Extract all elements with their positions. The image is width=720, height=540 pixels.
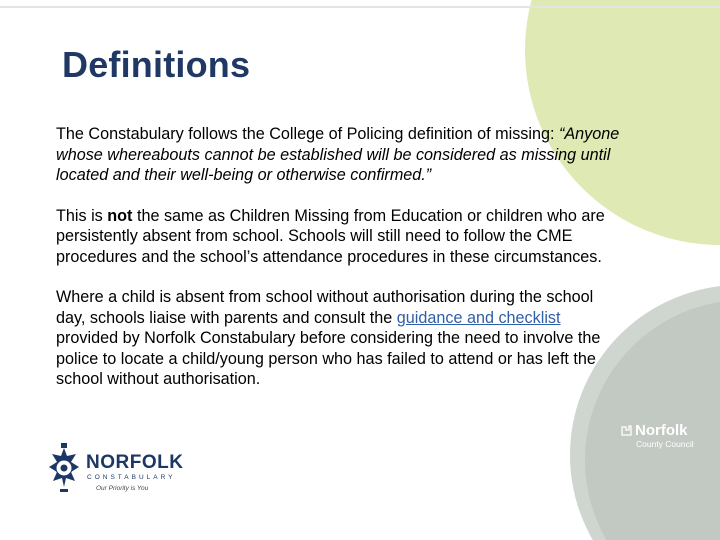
definition-quote: “Anyone whose whereabouts cannot be established will be considered as missing until located and their well-being or otherwise confirmed.” (56, 125, 620, 184)
top-divider (0, 6, 720, 8)
definition-lead: The Constabulary follows the College of Policing definition of missing: (56, 125, 555, 143)
procedure-paragraph (56, 287, 626, 390)
procedure-text-end: provided by Norfolk Constabulary before considering the need to involve the police to locate a child/young person who has failed to attend or has left the school without authorisation. (56, 329, 601, 388)
distinction-paragraph (56, 206, 626, 268)
constabulary-subtitle: CONSTABULARY (87, 474, 176, 481)
definition-paragraph (56, 124, 626, 186)
norfolk-county-council-logo (620, 420, 720, 452)
distinction-text-end: the same as Children Missing from Education or children who are persistently absent from school. Schools will still need to follow the CME procedures and the school’s attendance procedures in these circumstances. (56, 206, 605, 266)
slide-title: Definitions (62, 44, 251, 85)
norfolk-constabulary-logo (44, 442, 184, 498)
distinction-text-start: This is (56, 206, 108, 225)
constabulary-name: NORFOLK (86, 452, 184, 473)
constabulary-motto: Our Priority is You (96, 485, 149, 492)
ncc-subtitle: County Council (636, 439, 694, 449)
emphasis-not: not (107, 206, 133, 225)
guidance-checklist-link[interactable]: guidance and checklist (396, 308, 561, 327)
slide-body (56, 124, 626, 410)
ncc-emblem-icon (620, 424, 633, 437)
police-badge-icon (44, 442, 84, 498)
ncc-name: Norfolk (635, 422, 688, 439)
procedure-text-start: Where a child is absent from school without authorisation during the school day, schools liaise with parents and consult the (56, 288, 594, 327)
